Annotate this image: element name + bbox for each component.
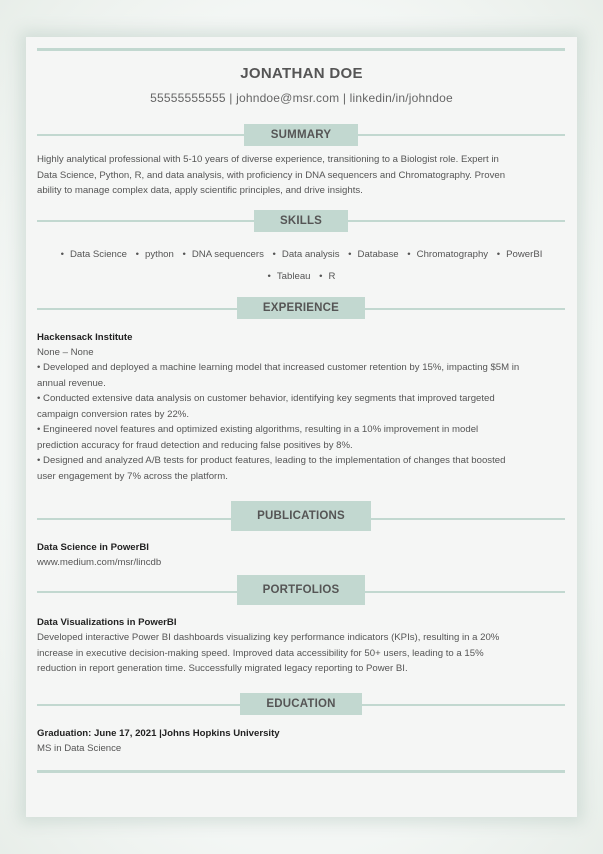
portfolio-line: increase in executive decision-making speed. Improved data accessibility for 50+ users, leading to a 15% (37, 647, 484, 659)
education-degree: MS in Data Science (37, 743, 122, 754)
skill-item: • python (135, 249, 174, 260)
skill-item: • PowerBI (496, 249, 543, 260)
summary-line: Data Science, Python, R, and data analysis, with proficiency in DNA sequencers and Chromatography. Proven (37, 169, 506, 181)
experience-bullet-line: • Developed and deployed a machine learning model that increased customer retention by 15%, impacting $5M in (37, 362, 520, 373)
skill-item: • DNA sequencers (182, 249, 264, 260)
experience-bullet-line: campaign conversion rates by 22%. (37, 408, 189, 420)
candidate-name: JONATHAN DOE (240, 65, 363, 82)
top-rule (37, 48, 565, 51)
skill-item: • R (319, 271, 336, 282)
portfolio-description (37, 630, 567, 677)
section-heading-publications: PUBLICATIONS (231, 501, 371, 531)
experience-dates: None – None (37, 347, 94, 358)
resume-page (26, 37, 577, 817)
section-heading-summary: SUMMARY (244, 124, 358, 146)
skill-item: • Data analysis (272, 249, 340, 260)
experience-bullet-line: • Engineered novel features and optimized existing algorithms, resulting in a 10% improvement in model (37, 424, 479, 435)
skill-item: • Data Science (60, 249, 127, 260)
experience-bullet-line: annual revenue. (37, 377, 106, 389)
portfolio-line: Developed interactive Power BI dashboards visualizing key performance indicators (KPIs), resulting in a 20% (37, 632, 500, 643)
summary-line: ability to manage complex data, apply scientific principles, and drive insights. (37, 185, 363, 196)
publication-title: Data Science in PowerBI (37, 542, 149, 553)
contact-info: 55555555555 | johndoe@msr.com | linkedin/in/johndoe (150, 91, 453, 105)
summary-text (37, 152, 567, 199)
portfolio-line: reduction in report generation time. Successfully migrated legacy reporting to Power BI. (37, 663, 408, 674)
experience-company: Hackensack Institute (37, 332, 133, 343)
skills-list (26, 244, 577, 288)
section-heading-experience: EXPERIENCE (237, 297, 365, 319)
experience-bullets (37, 360, 567, 484)
experience-bullet-line: prediction accuracy for fraud detection and reducing false positives by 8%. (37, 439, 353, 451)
section-heading-skills: SKILLS (254, 210, 348, 232)
section-heading-portfolios: PORTFOLIOS (237, 575, 365, 605)
summary-line: Highly analytical professional with 5-10 years of diverse experience, transitioning to a Biologist role. Expert in (37, 154, 499, 165)
publication-url: www.medium.com/msr/lincdb (37, 557, 162, 568)
bottom-rule (37, 770, 565, 773)
experience-bullet-line: • Conducted extensive data analysis on customer behavior, identifying key segments that improved targeted (37, 393, 495, 404)
section-heading-education: EDUCATION (240, 693, 362, 715)
education-graduation: Graduation: June 17, 2021 |Johns Hopkins University (37, 728, 280, 739)
portfolio-title: Data Visualizations in PowerBI (37, 617, 177, 628)
skill-item: • Chromatography (407, 249, 489, 260)
skill-item: • Database (348, 249, 399, 260)
experience-bullet-line: user engagement by 7% across the platform. (37, 470, 228, 482)
skill-item: • Tableau (267, 271, 311, 282)
experience-bullet-line: • Designed and analyzed A/B tests for product features, leading to the implementation of changes that boosted (37, 455, 506, 466)
